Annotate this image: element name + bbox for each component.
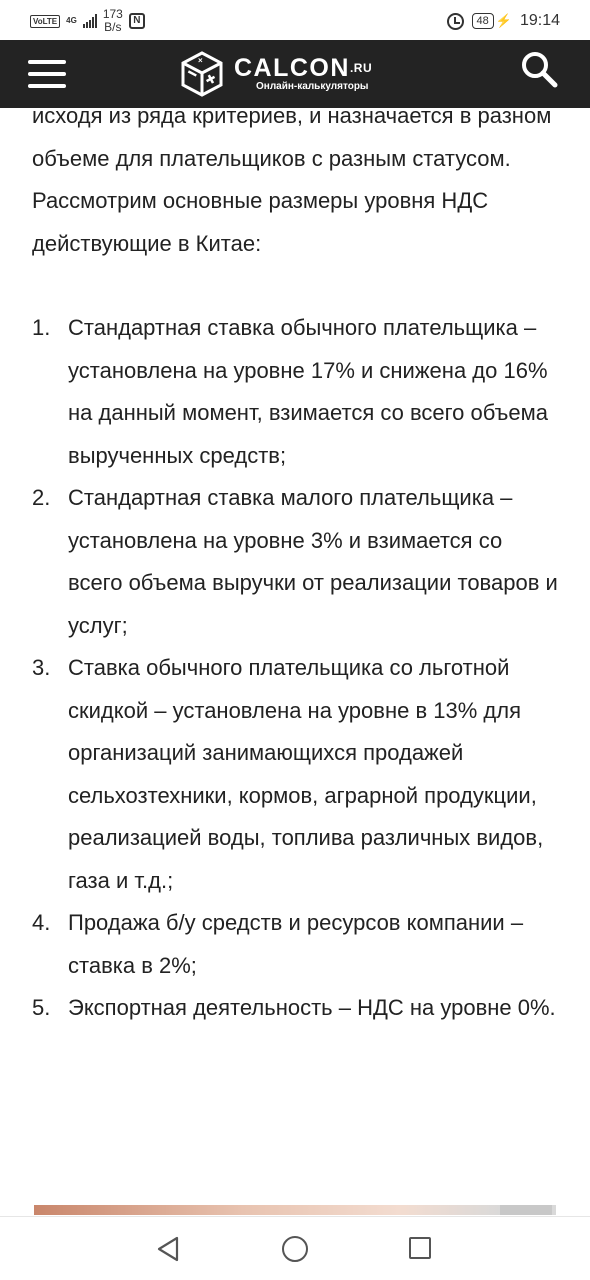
item-text: Экспортная деятельность – НДС на уровне 0%. [68,995,556,1020]
status-bar [0,0,590,40]
list-item [32,477,562,647]
item-text: Стандартная ставка обычного плательщика – установлена на уровне 17% и снижена до 16% на данный момент, взимается со всего объема вырученных средств; [68,315,548,468]
network-speed [103,8,123,34]
logo-tld: .RU [349,61,373,75]
item-number: 5. [32,995,51,1020]
ad-badge[interactable] [500,1205,552,1215]
logo-subtitle: Онлайн-калькуляторы [256,81,369,92]
item-text: Продажа б/у средств и ресурсов компании – ставка в 2%; [68,910,524,978]
calcon-cube-logo-icon [178,50,226,98]
item-number: 1. [32,315,51,340]
status-right [447,8,560,34]
network-type: 4G [66,16,77,25]
home-icon[interactable] [282,1236,308,1262]
search-icon [518,48,562,92]
list-item [32,307,562,477]
charging-icon: ⚡ [495,13,512,28]
speed-unit: B/s [104,20,122,34]
item-text: Ставка обычного плательщика со льготной скидкой – установлена на уровне в 13% для организаций занимающихся продажей сельхозтехники, кормов, аграрной продукции, реализацией воды, топлива различных видов, газа и т.д.; [68,655,544,893]
status-left [30,6,145,36]
search-button[interactable] [518,48,562,92]
item-number: 4. [32,910,51,935]
list-item [32,902,562,987]
svg-text:×: × [198,56,203,65]
nfc-icon: N [129,13,145,29]
ad-banner[interactable] [34,1205,556,1215]
clock: 19:14 [519,12,560,29]
signal-icon [83,14,97,28]
logo-name [234,55,372,81]
system-nav-bar [0,1216,590,1280]
menu-button[interactable] [26,52,70,96]
article-content [32,95,562,1030]
item-number: 3. [32,655,51,680]
logo-name-text: CALCON [234,54,350,82]
volte-indicator: VoLTE [30,15,60,28]
battery-level: 48 [472,13,494,29]
speed-value: 173 [102,7,123,21]
recent-apps-icon[interactable] [409,1237,431,1259]
list-item [32,987,562,1030]
alarm-icon [447,13,464,30]
intro-paragraph: исходя из ряда критериев, и назначается в разном объеме для плательщиков с разным статусом. Рассмотрим основные размеры уровня НДС действующие в Китае: [32,103,552,256]
list-item [32,647,562,902]
item-number: 2. [32,485,51,510]
item-text: Стандартная ставка малого плательщика – установлена на уровне 3% и взимается со всего объема выручки от реализации товаров и услуг; [68,485,558,638]
vat-rates-list [32,307,562,1030]
back-icon[interactable] [155,1235,183,1263]
